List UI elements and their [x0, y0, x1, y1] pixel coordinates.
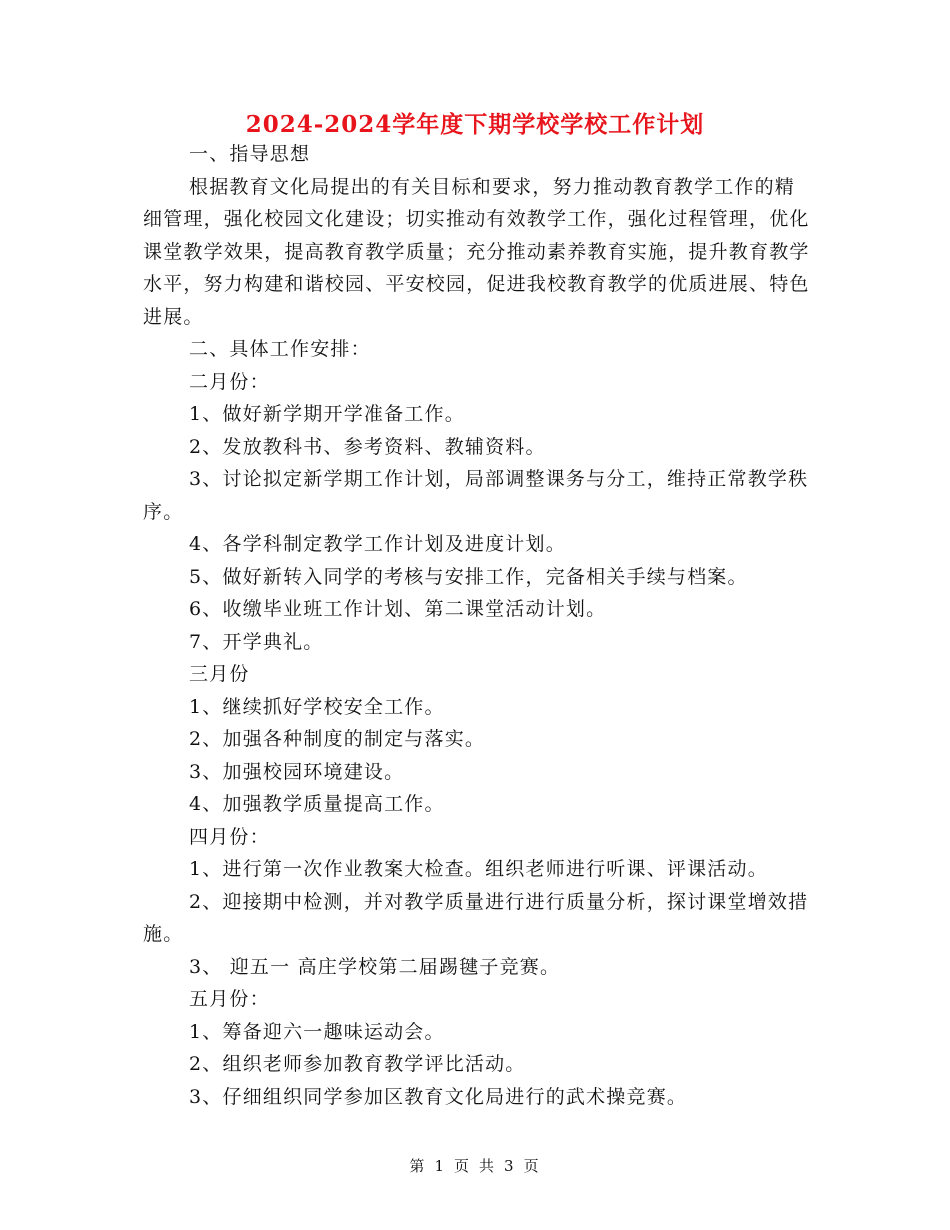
- footer-total-unit: 页: [523, 1157, 541, 1175]
- list-item: 5、做好新转入同学的考核与安排工作，完备相关手续与档案。: [189, 565, 748, 588]
- list-item: 2、迎接期中检测，并对教学质量进行进行质量分析，探讨课堂增效措施。: [143, 890, 809, 945]
- page-footer: [0, 1155, 950, 1176]
- section-heading: 二、具体工作安排：: [189, 338, 371, 360]
- footer-total-pages: 3: [504, 1157, 516, 1175]
- list-item: 3、仔细组织同学参加区教育文化局进行的武术操竞赛。: [189, 1085, 688, 1108]
- month-heading: 二月份：: [189, 370, 270, 393]
- list-item: 2、组织老师参加教育教学评比活动。: [189, 1053, 526, 1075]
- list-item: 1、继续抓好学校安全工作。: [189, 695, 445, 718]
- document-body: [143, 138, 811, 1113]
- list-item: 3、讨论拟定新学期工作计划，局部调整课务与分工，维持正常教学秩序。: [143, 468, 809, 523]
- list-item: 4、加强教学质量提高工作。: [189, 793, 445, 815]
- list-item: 2、发放教科书、参考资料、教辅资料。: [189, 435, 546, 458]
- document-title: 2024-2024学年度下期学校学校工作计划: [245, 111, 705, 138]
- footer-page-label: 第: [409, 1157, 427, 1175]
- list-item: 4、各学科制定教学工作计划及进度计划。: [189, 533, 566, 555]
- footer-page-number: 1: [434, 1157, 446, 1175]
- list-item: 1、筹备迎六一趣味运动会。: [189, 1020, 445, 1043]
- month-heading: 三月份: [189, 663, 250, 685]
- list-item: 2、加强各种制度的制定与落实。: [189, 728, 486, 750]
- footer-total-label: 共: [479, 1157, 497, 1175]
- footer-page-unit: 页: [453, 1157, 471, 1175]
- list-item: 1、进行第一次作业教案大检查。组织老师进行听课、评课活动。: [189, 858, 768, 880]
- month-heading: 五月份：: [189, 988, 270, 1010]
- month-heading: 四月份：: [189, 825, 270, 848]
- list-item: 1、做好新学期开学准备工作。: [189, 403, 465, 425]
- section-heading: 一、指导思想: [189, 143, 311, 165]
- list-item: 7、开学典礼。: [189, 630, 324, 653]
- list-item: 3、加强校园环境建设。: [189, 760, 405, 783]
- list-item: 6、收缴毕业班工作计划、第二课堂活动计划。: [189, 598, 607, 620]
- list-item: 3、 迎五一 高庄学校第二届踢毽子竞赛。: [189, 955, 561, 978]
- paragraph: 根据教育文化局提出的有关目标和要求，努力推动教育教学工作的精细管理，强化校园文化建设；切实推动有效教学工作，强化过程管理，优化课堂教学效果，提高教育教学质量；充分推动素养教育实施，提升教育教学水平，努力构建和谐校园、平安校园，促进我校教育教学的优质进展、特色进展。: [143, 175, 810, 328]
